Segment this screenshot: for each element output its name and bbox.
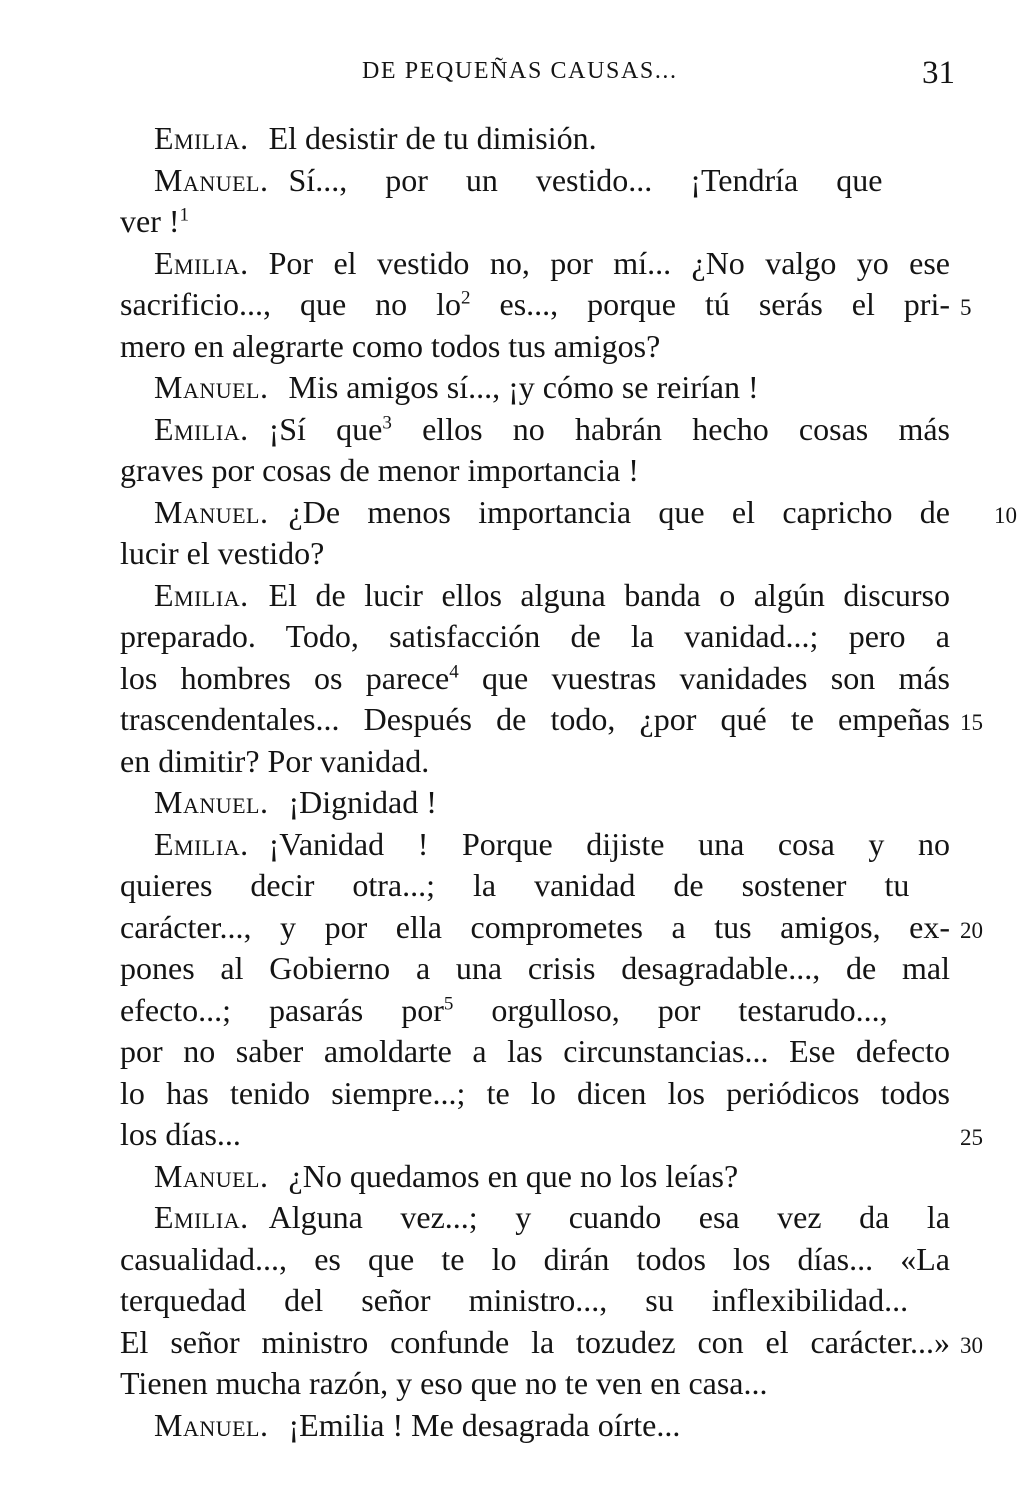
speaker-name: Emilia.	[154, 244, 249, 281]
page-number: 31	[922, 55, 955, 91]
line-content	[154, 1199, 950, 1235]
text-line	[120, 741, 950, 783]
text-line	[120, 533, 950, 575]
line-text: ¡Sí que	[268, 410, 383, 447]
line-text: graves por cosas de menor importancia !	[120, 452, 639, 488]
text-line	[120, 948, 950, 990]
line-content	[120, 950, 950, 986]
speech-line	[120, 575, 950, 617]
speech-line	[120, 1197, 950, 1239]
line-text: El señor ministro confunde la tozudez con el carácter...»	[120, 1323, 950, 1360]
line-content	[120, 286, 950, 322]
line-text: trascendentales... Después de todo, ¿por qué te empeñas	[120, 701, 950, 737]
text-line	[120, 990, 950, 1032]
line-content	[120, 618, 950, 654]
line-content	[120, 992, 888, 1028]
text-line	[120, 1073, 950, 1115]
running-title: DE PEQUEÑAS CAUSAS...	[362, 58, 678, 84]
text-line	[120, 450, 950, 492]
speech-line	[120, 782, 950, 824]
line-content	[154, 826, 950, 862]
line-text: Por el vestido no, por mí... ¿No valgo yo ese	[268, 244, 950, 281]
text-line	[120, 907, 983, 949]
speech-line	[120, 824, 950, 866]
line-text-continued: orgulloso, por testarudo...,	[453, 991, 888, 1028]
line-text: lo has tenido siempre...; te lo dicen los periódicos todos	[120, 1074, 950, 1111]
speech-line	[120, 118, 950, 160]
line-text: ¿De menos importancia que el capricho de	[288, 493, 950, 530]
line-content	[154, 411, 950, 447]
line-content	[120, 1116, 241, 1152]
line-content	[120, 328, 660, 364]
line-number: 10	[994, 502, 1017, 528]
line-content	[154, 120, 597, 156]
text-line	[120, 1363, 950, 1405]
line-text: ¡Dignidad !	[288, 784, 437, 820]
text-line	[120, 1280, 950, 1322]
line-content	[154, 577, 950, 613]
line-number: 5	[960, 295, 972, 320]
line-text: terquedad del señor ministro..., su inflexibilidad...	[120, 1282, 909, 1318]
line-content	[120, 743, 429, 779]
line-text: pones al Gobierno a una crisis desagradable..., de mal	[120, 950, 950, 986]
line-text: El desistir de tu dimisión.	[268, 120, 597, 156]
line-content	[154, 245, 950, 281]
footnote-marker: 2	[461, 287, 471, 309]
footnote-marker: 3	[382, 411, 392, 433]
line-text-continued: ellos no habrán hecho cosas más	[391, 410, 951, 447]
text-line	[120, 1239, 950, 1281]
speech-line	[120, 243, 950, 285]
line-content	[154, 162, 882, 198]
line-text-continued: es..., porque tú serás el pri-	[470, 286, 951, 322]
line-text: ver !	[120, 203, 180, 239]
speech-line	[120, 160, 950, 202]
line-content	[120, 660, 950, 696]
line-text-continued: que vuestras vanidades son más	[458, 659, 951, 696]
line-content	[120, 535, 324, 571]
speaker-name: Manuel.	[154, 161, 269, 198]
line-content	[120, 452, 639, 488]
speech-line	[120, 409, 950, 451]
line-text: los hombres os parece	[120, 659, 450, 696]
text-line	[120, 201, 950, 243]
speech-line	[120, 492, 1017, 534]
speaker-name: Emilia.	[154, 410, 249, 447]
line-text: ¿No quedamos en que no los leías?	[288, 1157, 739, 1194]
dialogue-text	[120, 118, 1017, 1446]
line-content	[120, 1241, 950, 1277]
line-text: en dimitir? Por vanidad.	[120, 742, 430, 779]
line-content	[154, 1407, 680, 1443]
line-text: El de lucir ellos alguna banda o algún discurso	[268, 576, 950, 613]
line-text: Mis amigos sí..., ¡y cómo se reirían !	[288, 369, 759, 405]
text-line	[120, 284, 972, 326]
line-number: 20	[960, 917, 983, 943]
line-text: ¡Emilia ! Me desagrada oírte...	[288, 1406, 681, 1443]
line-text: carácter..., y por ella comprometes a tus amigos, ex-	[120, 908, 950, 945]
footnote-marker: 5	[443, 992, 454, 1014]
line-text: los días...	[120, 1116, 241, 1152]
line-content	[154, 369, 759, 405]
speaker-name: Manuel.	[154, 1406, 269, 1443]
speaker-name: Manuel.	[154, 784, 269, 820]
line-text: preparado. Todo, satisfacción de la vanidad...; pero a	[120, 618, 950, 654]
line-content	[154, 1158, 738, 1194]
line-content	[120, 1282, 908, 1318]
footnote-marker: 4	[449, 660, 459, 682]
line-content	[120, 1365, 768, 1401]
line-text: Sí..., por un vestido... ¡Tendría que	[288, 161, 883, 198]
line-number: 15	[960, 710, 983, 735]
speaker-name: Manuel.	[154, 493, 269, 530]
text-line	[120, 1031, 950, 1073]
line-text: efecto...; pasarás por	[120, 991, 444, 1028]
text-line	[120, 658, 950, 700]
speaker-name: Emilia.	[154, 120, 249, 156]
speaker-name: Manuel.	[154, 369, 269, 405]
speaker-name: Manuel.	[154, 1157, 269, 1194]
line-content	[120, 701, 950, 737]
line-content	[154, 784, 437, 820]
text-line	[120, 699, 983, 741]
line-number: 25	[960, 1125, 983, 1150]
line-content	[120, 203, 189, 239]
line-content	[120, 1033, 950, 1069]
line-text: Alguna vez...; y cuando esa vez da la	[268, 1199, 950, 1235]
footnote-marker: 1	[179, 204, 190, 226]
line-text: ¡Vanidad ! Porque dijiste una cosa y no	[268, 825, 950, 862]
text-line	[120, 326, 950, 368]
speech-line	[120, 1156, 950, 1198]
speech-line	[120, 1405, 950, 1447]
line-content	[154, 494, 950, 530]
speaker-name: Emilia.	[154, 1199, 249, 1235]
line-text: por no saber amoldarte a las circunstancias... Ese defecto	[120, 1033, 950, 1069]
line-content	[120, 867, 909, 903]
speaker-name: Emilia.	[154, 825, 249, 862]
line-text: mero en alegrarte como todos tus amigos?	[120, 327, 661, 364]
line-text: lucir el vestido?	[120, 535, 325, 571]
speaker-name: Emilia.	[154, 576, 249, 613]
text-line	[120, 865, 950, 907]
line-number: 30	[960, 1332, 983, 1358]
line-text: casualidad..., es que te lo dirán todos los días... «La	[120, 1240, 950, 1277]
text-line	[120, 1322, 983, 1364]
line-text: sacrificio..., que no lo	[120, 286, 462, 322]
text-line	[120, 616, 950, 658]
line-text: quieres decir otra...; la vanidad de sostener tu	[120, 867, 910, 903]
line-content	[120, 909, 950, 945]
text-line	[120, 1114, 983, 1156]
line-content	[120, 1324, 950, 1360]
speech-line	[120, 367, 950, 409]
running-header	[0, 55, 1000, 98]
line-text: Tienen mucha razón, y eso que no te ven en casa...	[120, 1365, 768, 1401]
line-content	[120, 1075, 950, 1111]
